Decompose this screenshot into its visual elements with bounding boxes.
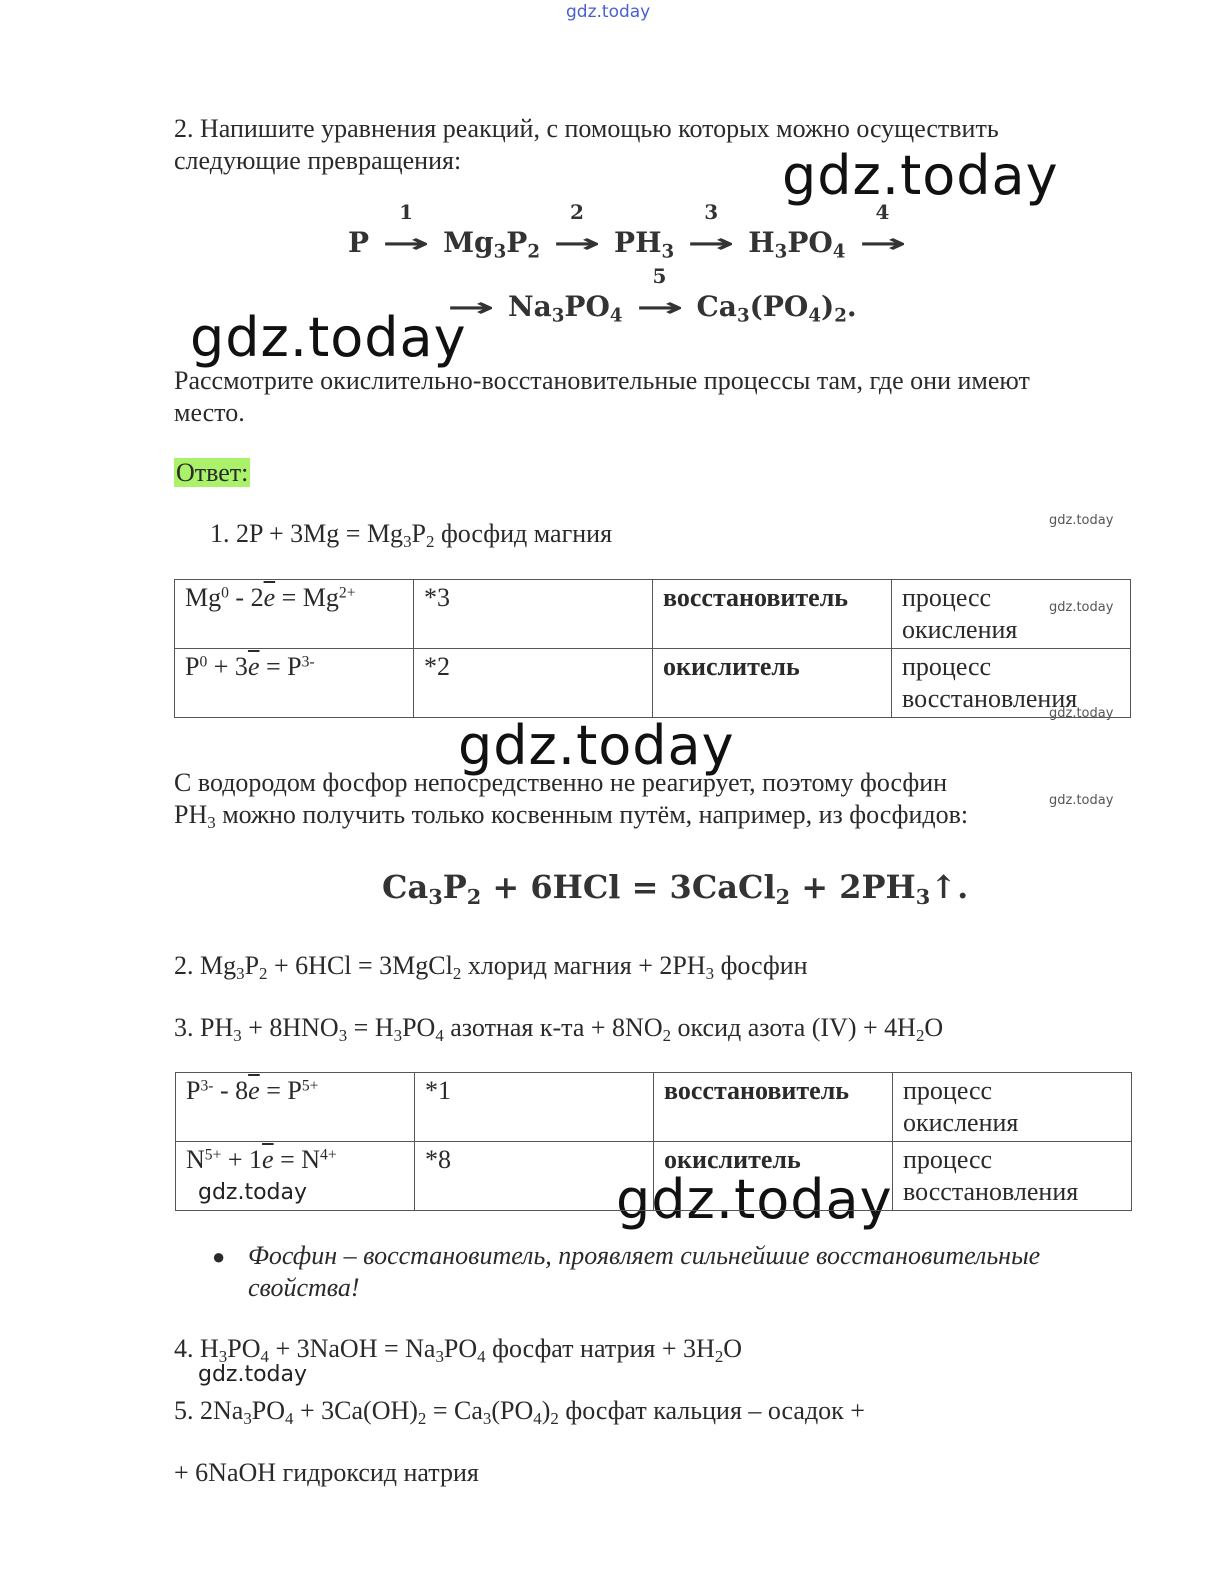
arrow-continuation: → [447, 293, 495, 323]
arrow-5: 5 → [635, 264, 684, 323]
phosphine-note-line2: $PH_3$ можно получить только косвенным путём, например, из фосфидов: [174, 800, 969, 833]
arrow-3: 3 → [687, 200, 736, 259]
reaction-4: 4. $H_3PO_4$ + 3NaOH = $Na_3PO_4$ фосфат натрия + $3H_2O$ [174, 1334, 743, 1367]
role: окислитель [653, 649, 892, 718]
phosphide-equation: $Ca_3P_2 + 6HCl$ = 3CaCl$_2$ + $2PH_3↑$. [382, 868, 969, 910]
task-text-line1: 2. Напишите уравнения реакций, с помощью которых можно осуществить [174, 114, 999, 143]
table-row [176, 1073, 1132, 1142]
half-reaction: $P^0 + 3\overline{e} = P^{3-}$ [175, 649, 414, 718]
process: процесс восстановления [892, 649, 1131, 718]
role: окислитель [654, 1142, 893, 1211]
process: процесс окисления [893, 1073, 1132, 1142]
reaction-5-continuation: + 6NaOH гидроксид натрия [174, 1458, 479, 1487]
watermark-medium: gdz.today [198, 1362, 308, 1387]
reaction-2: 2. $Mg_3P_2 + 6HCl$ = 3MgCl$_2$ хлорид магния + $2PH_3$ фосфин [174, 951, 808, 984]
compound-ca3po42: $Ca_3(PO_4)_2$. [696, 290, 857, 327]
factor: *8 [415, 1142, 654, 1211]
arrow-1: 1 → [382, 200, 431, 259]
watermark-large: gdz.today [458, 714, 735, 777]
half-reaction: $N^{5+} + 1\overline{e} = N^{4+}$ [176, 1142, 415, 1211]
watermark-small: gdz.today [1049, 793, 1114, 808]
process: процесс восстановления [893, 1142, 1132, 1211]
compound-h3po4: $H_3PO_4$ [748, 226, 846, 263]
bullet-icon: ● [212, 1244, 226, 1269]
compound-p: P [348, 226, 370, 259]
transformation-scheme-row2 [434, 264, 857, 327]
followup-line2: место. [174, 398, 245, 427]
table-row [175, 649, 1131, 718]
role: восстановитель [654, 1073, 893, 1142]
reaction-1: 1. $2P + 3Mg = Mg_3P_2$ фосфид магния [210, 519, 613, 552]
table-row [176, 1142, 1132, 1211]
watermark-large: gdz.today [190, 306, 467, 369]
phosphine-note-line1: С водородом фосфор непосредственно не реагирует, поэтому фосфин [174, 768, 948, 797]
compound-mg3p2: $Mg_3P_2$ [443, 226, 541, 263]
watermark-large: gdz.today [616, 1168, 893, 1231]
arrow-4: 4 → [858, 200, 907, 259]
table-row [175, 580, 1131, 649]
process: процесс окисления [892, 580, 1131, 649]
watermark-small: gdz.today [1049, 600, 1114, 615]
watermark-medium: gdz.today [198, 1180, 308, 1205]
followup-line1: Рассмотрите окислительно-восстановительные процессы там, где они имеют [174, 366, 1030, 395]
transformation-scheme-row1 [348, 200, 919, 263]
reaction-3: 3. $PH_3 + 8HNO_3 = H_3PO_4$ азотная $к-та + 8NO_2$ оксид азота $(IV) + 4H_2O$ [174, 1013, 944, 1046]
answer-label: Ответ: [176, 458, 249, 487]
watermark-small: gdz.today [1049, 513, 1114, 528]
factor: *3 [414, 580, 653, 649]
reaction-5: 5. $2Na_3PO_4 + 3Ca(OH)_2 = Ca_3(PO_4)_2$ фосфат кальция – осадок + [174, 1396, 865, 1429]
watermark-small: gdz.today [1049, 706, 1114, 721]
factor: *2 [414, 649, 653, 718]
role: восстановитель [653, 580, 892, 649]
watermark-top: gdz.today [566, 2, 651, 22]
watermark-large: gdz.today [782, 144, 1059, 207]
task-text-line2: следующие превращения: [174, 146, 462, 175]
bullet-note-line2: свойства! [248, 1273, 360, 1302]
redox-table-2 [175, 1072, 1132, 1211]
compound-ph3: $PH_3$ [614, 226, 675, 263]
half-reaction: $P^{3-} - 8\overline{e} = P^{5+}$ [176, 1073, 415, 1142]
redox-table-1 [174, 579, 1131, 718]
compound-na3po4: $Na_3PO_4$ [508, 290, 623, 327]
bullet-note-line1: Фосфин – восстановитель, проявляет сильнейшие восстановительные [248, 1241, 1041, 1270]
arrow-2: 2 → [553, 200, 601, 259]
half-reaction: $Mg^0 - 2\overline{e} = Mg^{2+}$ [175, 580, 414, 649]
factor: *1 [415, 1073, 654, 1142]
